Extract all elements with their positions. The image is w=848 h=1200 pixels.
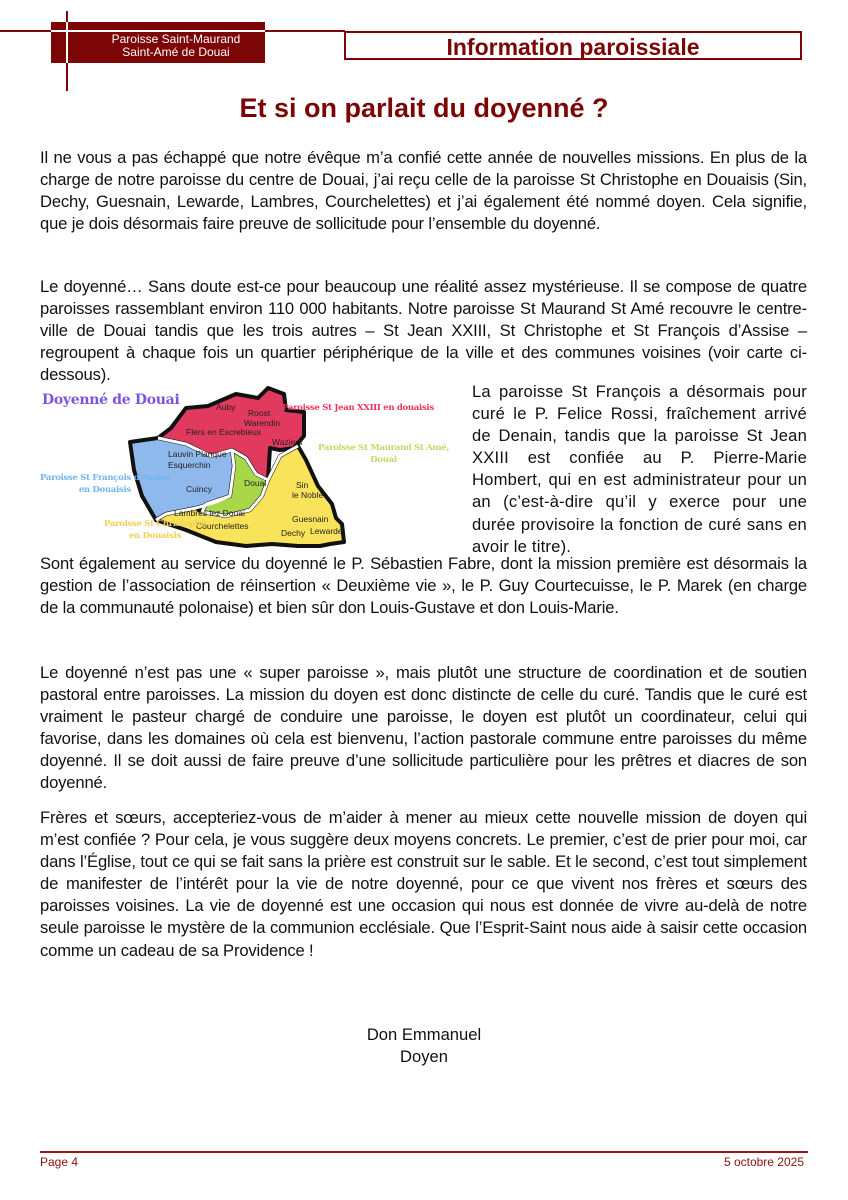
parish-name-line2: Saint-Amé de Douai — [122, 45, 230, 59]
parish-banner — [51, 22, 265, 63]
town-auby: Auby — [216, 402, 236, 412]
town-lewarde: Lewarde — [310, 526, 343, 536]
signature-role: Doyen — [400, 1047, 448, 1066]
cross-vertical-white — [66, 22, 68, 63]
section-title: Information paroissiale — [446, 34, 700, 60]
town-flers: Flers en Escrebieux — [186, 427, 262, 437]
town-cuincy: Cuincy — [186, 484, 212, 494]
doyenne-map — [36, 386, 456, 552]
footer-rule — [40, 1151, 808, 1153]
article-title: Et si on parlait du doyenné ? — [239, 93, 609, 123]
issue-date: 5 octobre 2025 — [723, 1155, 804, 1169]
town-roost: Roost — [248, 408, 271, 418]
town-esquerchin: Esquerchin — [168, 460, 211, 470]
parish-name-line1: Paroisse Saint-Maurand — [111, 32, 241, 46]
page-number: Page 4 — [40, 1155, 79, 1169]
town-warendin: Warendin — [244, 418, 281, 428]
town-waziers: Waziers — [272, 437, 303, 447]
map-label-st-francois: Paroisse St François d’Assise en Douaisis — [40, 473, 170, 495]
map-title: Doyenné de Douai — [42, 392, 180, 408]
town-lambres: Lambres lez Douai — [174, 508, 245, 518]
town-courchelettes: Courchelettes — [196, 521, 249, 531]
paragraph-appeal: Frères et sœurs, accepteriez-vous de m’aider à mener au mieux cette nouvelle mission de doyen qui m’est confiée ? Pour cela, je vous suggère deux moyens concrets. Le premier, c’est de prier pour moi, car dans l’Église, tout ce qui se fait sans la prière est construit sur le sable. Et le second, c’est tout simplement de manifester de l’intérêt pour la vie de notre doyenné, pour ce que vivent nos frères et sœurs des paroisses voisines. La vie de doyenné est une occasion qui nous est donnée de vivre au-delà de notre seule paroisse le mystère de la communion ecclésiale. Que l’Esprit-Saint nous aide à saisir cette occasion comme un cadeau de sa Providence ! — [40, 808, 807, 960]
town-guesnain: Guesnain — [292, 514, 329, 524]
town-douai: Douai — [244, 478, 267, 488]
town-le-noble: le Noble — [292, 490, 324, 500]
town-dechy: Dechy — [281, 528, 306, 538]
paragraph-service: Sont également au service du doyenné le P. Sébastien Fabre, dont la mission première est désormais la gestion de l’association de réinsertion « Deuxième vie », le P. Guy Courtecuisse, le P. Marek (en charge de la communauté polonaise) et bien sûr don Louis-Gustave et don Louis-Marie. — [40, 554, 807, 618]
map-label-st-christophe: Paroisse St Christophe en Douaisis — [104, 519, 206, 541]
paragraph-doyenne: Le doyenné… Sans doute est-ce pour beaucoup une réalité assez mystérieuse. Il se compose de quatre paroisses rassemblant environ 110 000 habitants. Notre paroisse St Maurand St Amé recouvre le centre-ville de Douai tandis que les trois autres – St Jean XXIII, St Christophe et St François d’Assise – regroupent à chaque fois un quartier périphérique de la ville et des communes voisines (voir carte ci-dessous). — [40, 277, 807, 385]
paragraph-intro: Il ne vous a pas échappé que notre évêque m’a confié cette année de nouvelles missions. En plus de la charge de notre paroisse du centre de Douai, j’ai reçu celle de la paroisse St Christophe en Douaisis (Sin, Dechy, Guesnain, Lewarde, Lambres, Courchelettes) et j’ai également été nommé doyen. Cela signifie, que je dois désormais faire preuve de sollicitude pour l’ensemble du doyenné. — [40, 148, 807, 234]
map-label-st-jean: Paroisse St Jean XXIII en douaisis — [282, 403, 434, 413]
paragraph-role: Le doyenné n’est pas une « super paroisse », mais plutôt une structure de coordination et de soutien pastoral entre paroisses. La mission du doyen est donc distincte de celle du curé. Tandis que le curé est vraiment le pasteur chargé de conduire une paroisse, le doyen est plutôt un coordinateur, celui qui favorise, dans les domaines où cela est bienvenu, l’action pastorale commune entre paroisses du même doyenné. Il se doit aussi de faire preuve d’une sollicitude particulière pour les prêtres et diacres de son doyenné. — [40, 663, 807, 793]
town-lauwin: Lauvin Planque — [168, 449, 227, 459]
town-sin: Sin — [296, 480, 309, 490]
section-header-box — [344, 31, 802, 60]
signature-name: Don Emmanuel — [366, 1025, 482, 1044]
parish-name — [87, 33, 265, 59]
signature — [0, 1024, 848, 1068]
map-label-st-maurand: Paroisse St Maurand St Amé, Douai — [318, 443, 450, 465]
paragraph-new-priests: La paroisse St François a désormais pour curé le P. Felice Rossi, fraîchement arrivé de Denain, tandis que la paroisse St Jean XXIII est confiée au P. Pierre-Marie Hombert, qui en est administrateur pour un an (c’est-à-dire qu’il y exerce pour une durée provisoire la fonction de curé sans en avoir le titre). — [472, 382, 807, 556]
